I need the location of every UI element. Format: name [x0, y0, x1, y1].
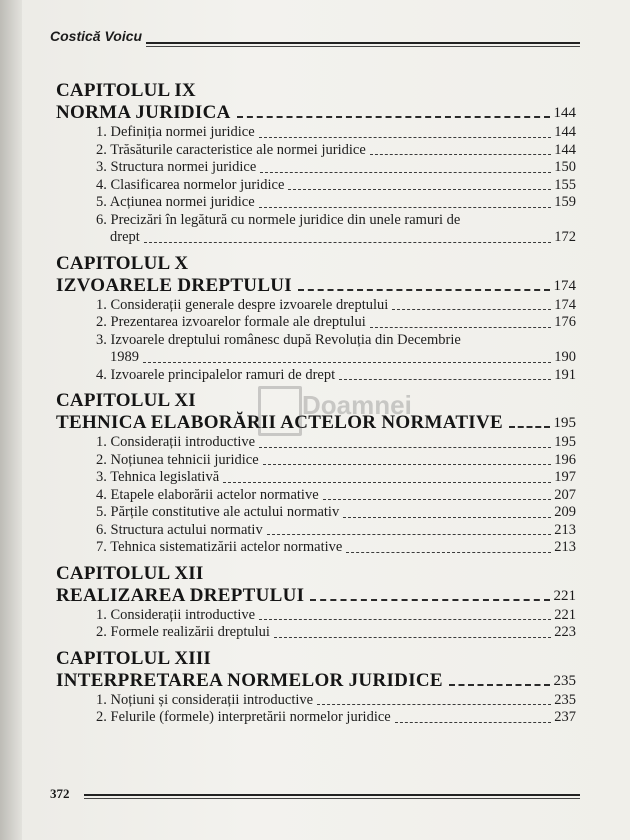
dot-leader	[343, 517, 551, 518]
entry-title: 4. Etapele elaborării actelor normative	[96, 486, 319, 503]
dot-leader	[449, 684, 550, 686]
chapter-ix	[56, 80, 576, 247]
chapter-title: NORMA JURIDICA	[56, 102, 231, 123]
toc-entry	[56, 709, 576, 727]
entry-page: 144	[554, 141, 576, 158]
running-footer	[50, 786, 580, 810]
dot-leader	[223, 482, 551, 483]
dot-leader	[370, 327, 552, 328]
header-rule-thin	[146, 46, 580, 47]
entry-title: 1. Considerații introductive	[96, 606, 256, 623]
chapter-number: CAPITOLUL XIII	[56, 647, 212, 669]
entry-page: 209	[554, 504, 576, 520]
entry-title-continued: drept	[110, 229, 140, 245]
dot-leader	[370, 154, 551, 155]
entry-title: 7. Tehnica sistematizării actelor normative	[96, 539, 343, 555]
chapter-title-row	[56, 585, 576, 607]
chapter-page: 221	[553, 587, 576, 604]
entry-page: 223	[554, 624, 576, 640]
entry-title: 3. Structura normei juridice	[96, 159, 257, 175]
dot-leader	[323, 499, 552, 500]
dot-leader	[259, 619, 551, 620]
dot-leader	[288, 189, 551, 190]
toc-entry	[56, 159, 576, 177]
dot-leader	[310, 599, 549, 601]
chapter-title: IZVOARELE DREPTULUI	[56, 274, 293, 296]
entry-title: 6. Precizări în legătură cu normele juridice din unele ramuri de	[96, 211, 461, 228]
entry-title: 4. Clasificarea normelor juridice	[96, 176, 285, 193]
toc-entry	[56, 539, 576, 557]
entry-title: 1. Definiția normei juridice	[96, 124, 255, 140]
dot-leader	[509, 426, 550, 428]
dot-leader	[260, 172, 551, 173]
entry-page: 159	[554, 194, 576, 210]
chapter-number: CAPITOLUL XII	[56, 562, 204, 584]
chapter-title-row	[56, 102, 576, 124]
entry-title: 5. Acțiunea normei juridice	[96, 194, 255, 210]
footer-page-number: 372	[50, 786, 70, 801]
entry-page: 195	[554, 434, 576, 450]
toc-entry	[56, 607, 576, 625]
entry-title: 1. Noțiuni și considerații introductive	[96, 691, 314, 708]
chapter-page: 195	[553, 415, 576, 431]
chapter-xii	[56, 563, 576, 642]
entry-page: 144	[554, 124, 576, 140]
dot-leader	[274, 637, 551, 638]
toc-entry	[56, 212, 576, 247]
toc-entry	[56, 692, 576, 710]
entry-page: 197	[554, 469, 576, 485]
chapter-page: 144	[553, 105, 576, 121]
header-rule	[146, 42, 580, 44]
entry-title: 1. Considerații introductive	[96, 434, 256, 450]
chapter-title-row	[56, 275, 576, 297]
entry-page: 213	[554, 521, 576, 538]
chapter-title: INTERPRETAREA NORMELOR JURIDICE	[56, 669, 443, 691]
toc-entry	[56, 434, 576, 452]
dot-leader	[144, 242, 551, 243]
entry-continuation-row	[96, 349, 576, 367]
toc-entry	[56, 332, 576, 367]
chapter-title: REALIZAREA DREPTULUI	[56, 584, 305, 606]
header-author: Costică Voicu	[50, 28, 143, 44]
toc-entry	[56, 177, 576, 195]
dot-leader	[395, 722, 552, 723]
chapter-x	[56, 253, 576, 385]
chapter-title-row	[56, 670, 576, 692]
entry-title-continued: 1989	[110, 349, 139, 365]
page-gutter-shadow	[0, 0, 22, 840]
entry-title: 4. Izvoarele principalelor ramuri de drept	[96, 366, 336, 383]
entry-title: 1. Considerații generale despre izvoarele dreptului	[96, 296, 389, 313]
entry-continuation-row	[96, 229, 576, 247]
entry-title: 2. Trăsăturile caracteristice ale normei juridice	[96, 141, 366, 158]
entry-title: 3. Izvoarele dreptului românesc după Revoluția din Decembrie	[96, 331, 461, 348]
toc-entry	[56, 522, 576, 540]
entry-page: 207	[554, 486, 576, 503]
running-header	[50, 26, 580, 50]
dot-leader	[346, 552, 551, 553]
entry-page: 196	[554, 451, 576, 468]
chapter-number: CAPITOLUL X	[56, 252, 189, 274]
footer-rule-thin	[84, 798, 580, 799]
toc-entry	[56, 469, 576, 487]
chapter-number: CAPITOLUL XI	[56, 390, 196, 411]
toc-entry	[56, 624, 576, 642]
entry-page: 221	[554, 606, 576, 623]
entry-page: 237	[554, 709, 576, 725]
entry-title: 2. Prezentarea izvoarelor formale ale dreptului	[96, 314, 366, 330]
entry-title: 2. Noțiunea tehnicii juridice	[96, 451, 259, 468]
chapter-page: 174	[553, 277, 576, 294]
chapter-xiii	[56, 648, 576, 727]
entry-page: 191	[554, 366, 576, 383]
chapter-page: 235	[553, 672, 576, 689]
watermark-text: Doamnei	[302, 390, 412, 420]
entry-page: 174	[554, 296, 576, 313]
entry-page: 155	[554, 176, 576, 193]
dot-leader	[259, 447, 551, 448]
watermark-frame-icon	[258, 386, 302, 436]
entry-page: 213	[554, 539, 576, 555]
entry-title: 6. Structura actului normativ	[96, 521, 263, 538]
entry-title: 3. Tehnica legislativă	[96, 469, 220, 485]
toc-entry	[56, 452, 576, 470]
dot-leader	[267, 534, 552, 535]
dot-leader	[259, 207, 552, 208]
dot-leader	[317, 704, 551, 705]
entry-page: 172	[554, 229, 576, 245]
chapter-title: TEHNICA ELABORĂRII ACTELOR NORMATIVE	[56, 412, 503, 433]
dot-leader	[237, 116, 550, 118]
toc-entry	[56, 194, 576, 212]
watermark-logo	[258, 378, 412, 436]
toc-entry	[56, 314, 576, 332]
entry-title: 5. Părțile constitutive ale actului normativ	[96, 504, 340, 520]
entry-page: 235	[554, 691, 576, 708]
entry-title: 2. Formele realizării dreptului	[96, 624, 270, 640]
chapter-number: CAPITOLUL IX	[56, 80, 196, 101]
toc-entry	[56, 297, 576, 315]
dot-leader	[259, 137, 552, 138]
toc-entry	[56, 504, 576, 522]
dot-leader	[143, 362, 551, 363]
dot-leader	[298, 289, 549, 291]
toc-entry	[56, 487, 576, 505]
toc-entry	[56, 142, 576, 160]
footer-rule	[84, 794, 580, 796]
entry-page: 190	[554, 349, 576, 365]
entry-page: 176	[554, 314, 576, 330]
toc-entry	[56, 124, 576, 142]
entry-page: 150	[554, 159, 576, 175]
dot-leader	[392, 309, 551, 310]
dot-leader	[263, 464, 552, 465]
entry-title: 2. Felurile (formele) interpretării normelor juridice	[96, 709, 391, 725]
